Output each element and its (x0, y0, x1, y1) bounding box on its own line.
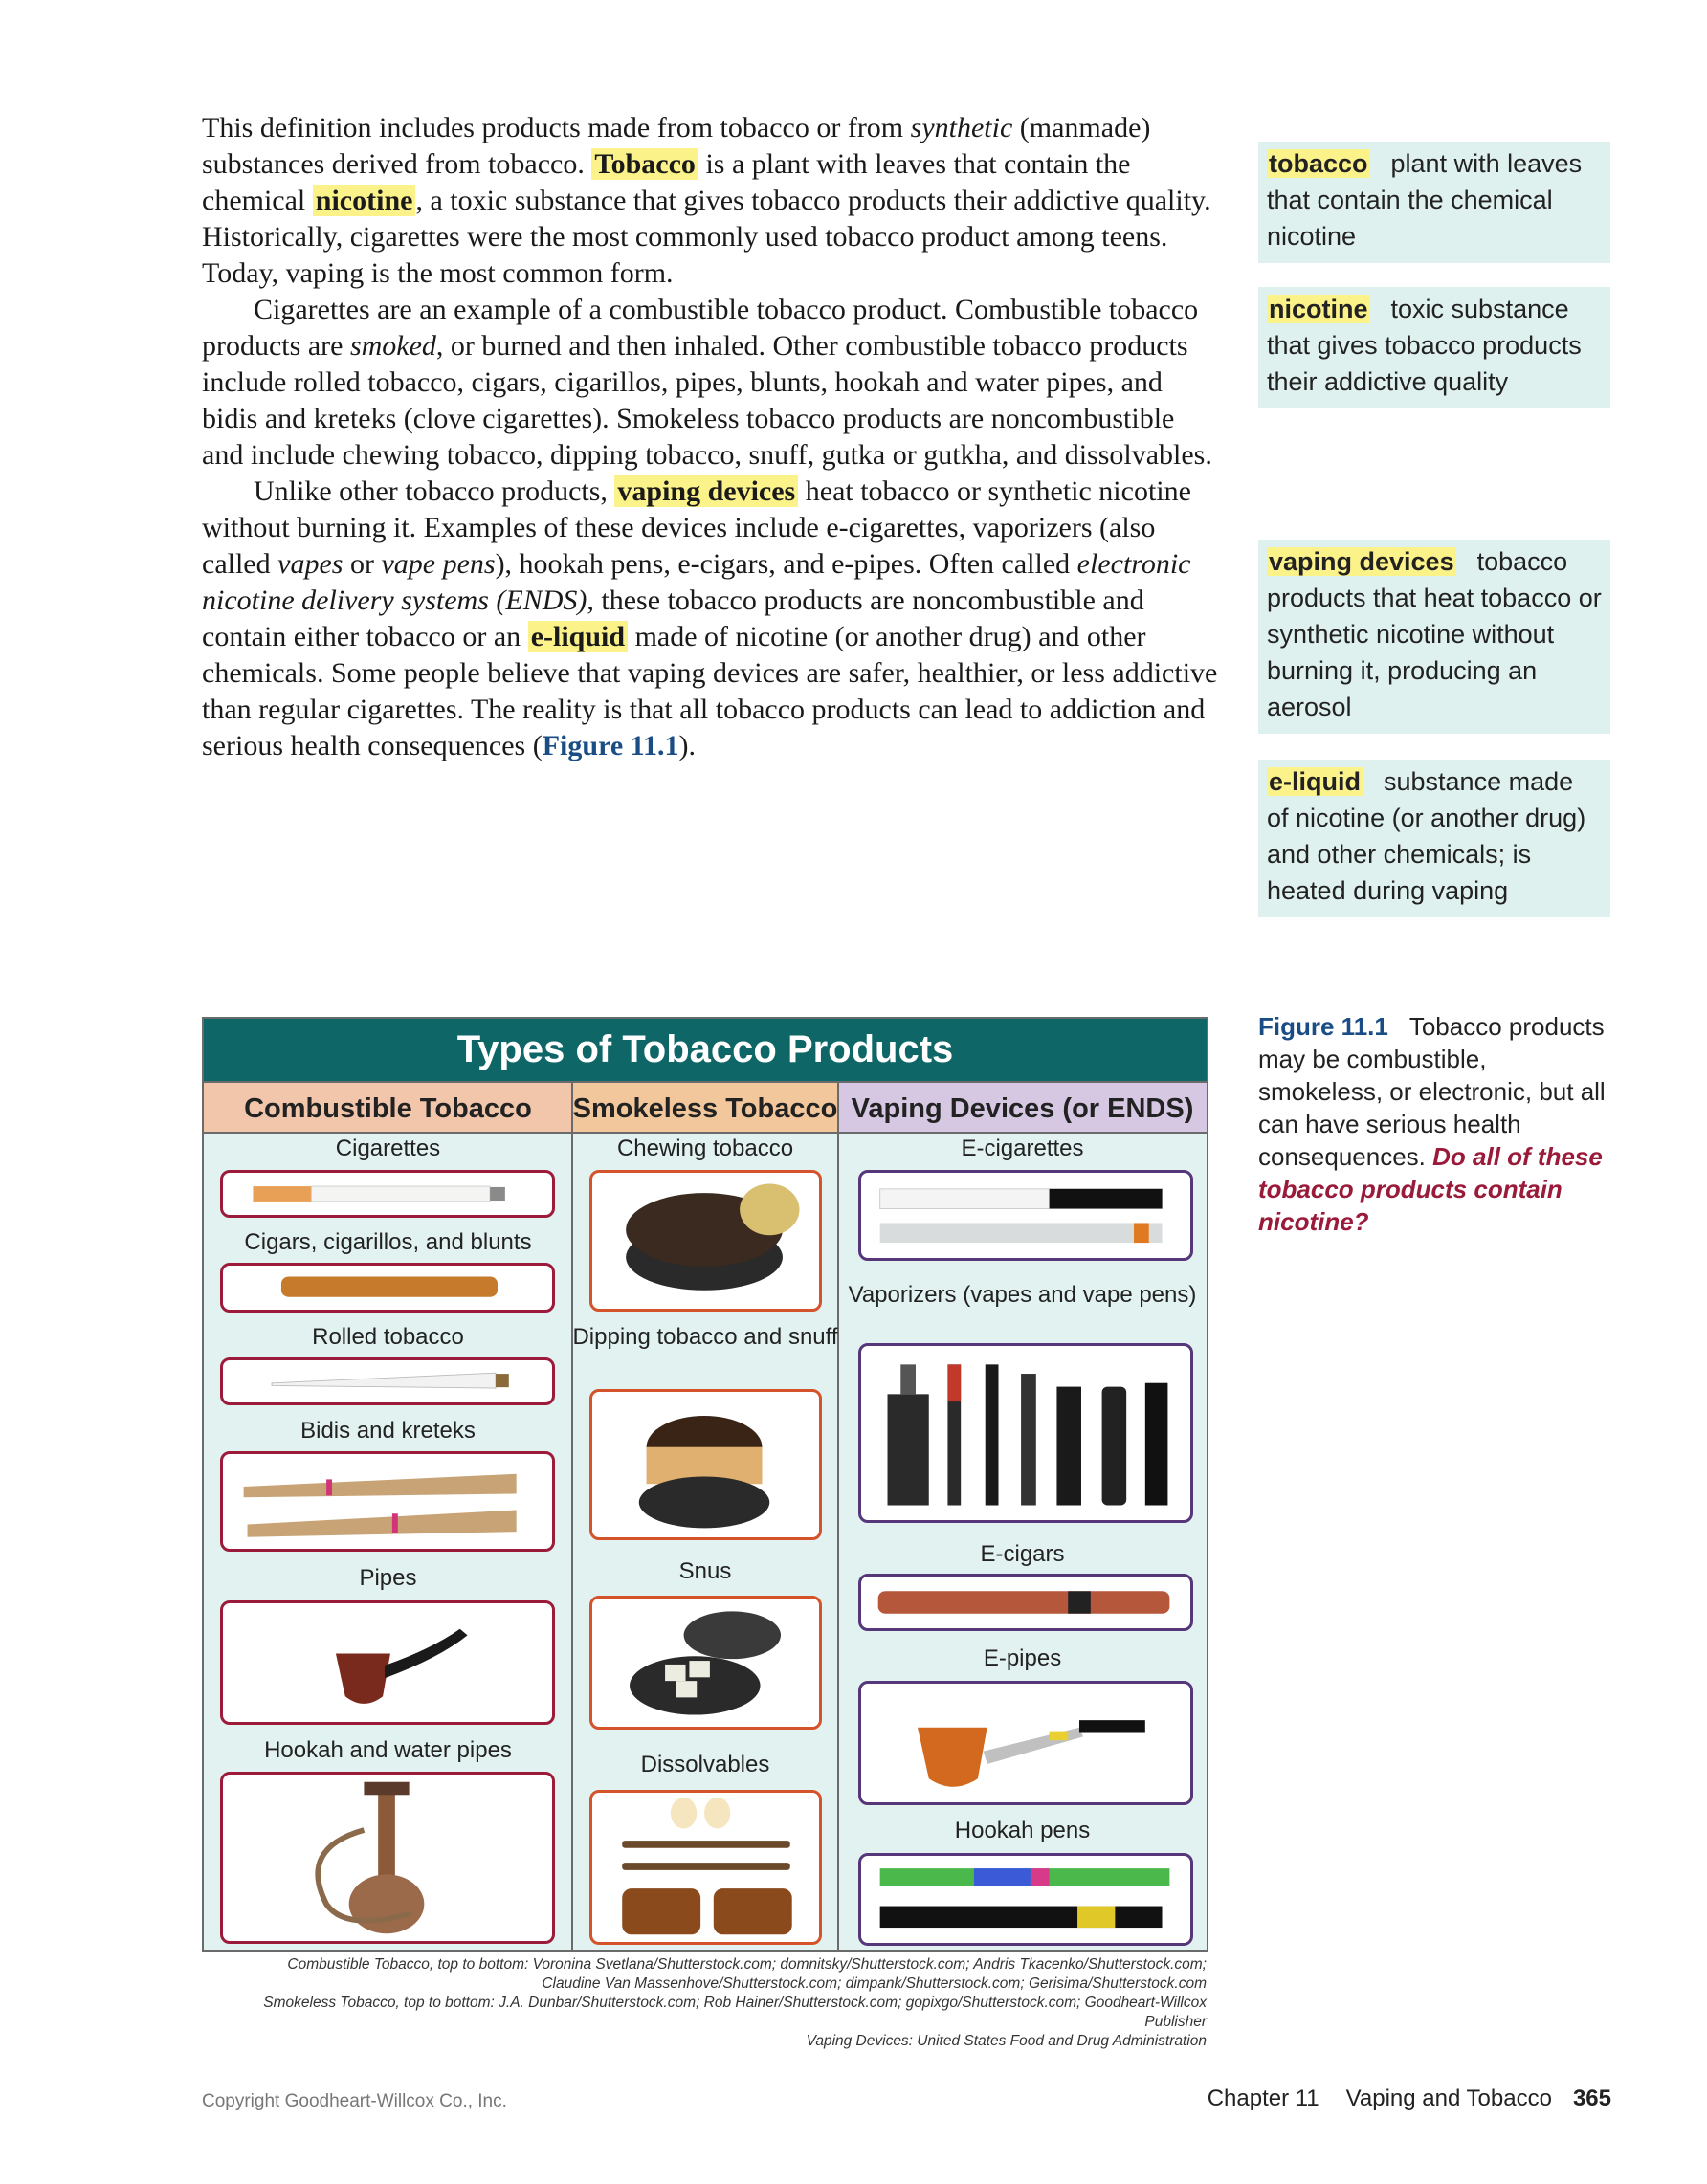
column-header-vaping: Vaping Devices (or ENDS) (838, 1081, 1207, 1134)
caption-question: Do all of these tobacco products contain nicotine? (1258, 1142, 1603, 1236)
footer-copyright: Copyright Goodheart-Willcox Co., Inc. (202, 2091, 507, 2111)
image-hookah (220, 1772, 555, 1944)
label-chewing-tobacco: Chewing tobacco (616, 1136, 794, 1161)
glossary-nicotine: nicotine toxic substance that gives tobacco products their addictive quality (1258, 287, 1610, 408)
label-e-cigars: E-cigars (980, 1541, 1065, 1567)
figure-types-of-tobacco (202, 1017, 1208, 1952)
image-cigarettes (220, 1170, 555, 1218)
paragraph-3: Unlike other tobacco products, vaping devices heat tobacco or synthetic nicotine without burning it. Examples of these devices include e-cigarettes, vaporizers (also called vapes or vape pens), hookah pens, e-cigars, and e-pipes. Often called electronic nicotine delivery systems (ENDS), these tobacco products are noncombustible and contain either tobacco or an e-liquid made of nicotine (or another drug) and other chemicals. Some people believe that vaping devices are safer, healthier, or less addictive than regular cigarettes. The reality is that all tobacco products can lead to addiction and serious health consequences (Figure 11.1). (202, 475, 1218, 761)
key-term-tobacco: Tobacco (591, 148, 698, 180)
label-dipping-tobacco: Dipping tobacco and snuff (572, 1324, 838, 1350)
label-snus: Snus (678, 1558, 732, 1584)
body-text (202, 110, 1221, 764)
image-chewing-tobacco (589, 1170, 822, 1312)
column-header-combustible: Combustible Tobacco (204, 1081, 572, 1134)
label-dissolvables: Dissolvables (640, 1752, 770, 1777)
image-snus (589, 1596, 822, 1730)
page-number: 365 (1572, 2085, 1611, 2111)
image-bidis-kreteks (220, 1451, 555, 1552)
image-e-cigarettes (858, 1170, 1193, 1261)
label-e-pipes: E-pipes (983, 1645, 1062, 1671)
image-e-cigars (858, 1574, 1193, 1631)
glossary-tobacco: tobacco plant with leaves that contain the chemical nicotine (1258, 142, 1610, 263)
label-hookah: Hookah and water pipes (264, 1737, 512, 1763)
label-e-cigarettes: E-cigarettes (961, 1136, 1084, 1161)
figure-title: Types of Tobacco Products (204, 1019, 1207, 1081)
image-pipes (220, 1600, 555, 1725)
paragraph-1: This definition includes products made from tobacco or from synthetic (manmade) substances derived from tobacco. Tobacco is a plant with leaves that contain the chemical nicotine , a toxic substance that gives tobacco products their addictive quality. Historically, cigarettes were the most commonly used tobacco product among teens. Today, vaping is the most common form. (202, 112, 1211, 289)
label-rolled-tobacco: Rolled tobacco (312, 1324, 464, 1350)
image-dissolvables (589, 1790, 822, 1945)
image-e-pipes (858, 1681, 1193, 1805)
column-divider (571, 1081, 573, 1950)
photo-credits: Combustible Tobacco, top to bottom: Voronina Svetlana/Shutterstock.com; domnitsky/Shutterstock.com; Andris Tkacenko/Shutterstock.com; Claudine Van Massenhove/Shutterstock.com; dimpank/Shutterstock.com; Gerisima/Shutterstock.com Smokeless Tobacco, top to bottom: J.A. Dunbar/Shutterstock.com; Rob Hainer/Shutterstock.com; gopixgo/Shutterstock.com; Goodheart-Willcox Publisher Vaping Devices: United States Food and Drug Administration (263, 1956, 1207, 2049)
figure-caption: Figure 11.1 Tobacco products may be combustible, smokeless, or electronic, but all can have serious health consequences. Do all of these tobacco products contain nicotine? (1258, 1012, 1606, 1236)
glossary-vaping-devices: vaping devices tobacco products that heat tobacco or synthetic nicotine without burning it, producing an aerosol (1258, 540, 1610, 734)
figure-reference-link[interactable]: Figure 11.1 (542, 730, 679, 761)
label-cigars: Cigars, cigarillos, and blunts (244, 1229, 532, 1255)
label-vaporizers: Vaporizers (vapes and vape pens) (848, 1282, 1197, 1308)
label-hookah-pens: Hookah pens (954, 1818, 1091, 1843)
footer-chapter: Chapter 11 Vaping and Tobacco 365 (1207, 2085, 1611, 2111)
key-term-nicotine: nicotine (313, 185, 416, 216)
glossary-e-liquid: e-liquid substance made of nicotine (or another drug) and other chemicals; is heated during vaping (1258, 760, 1610, 917)
image-rolled-tobacco (220, 1357, 555, 1405)
key-term-e-liquid: e-liquid (528, 621, 628, 652)
label-cigarettes: Cigarettes (335, 1136, 441, 1161)
key-term-vaping-devices: vaping devices (614, 475, 798, 507)
paragraph-2: Cigarettes are an example of a combustible tobacco product. Combustible tobacco products are smoked, or burned and then inhaled. Other combustible tobacco products include rolled tobacco, cigars, cigarillos, pipes, blunts, hookah and water pipes, and bidis and kreteks (clove cigarettes). Smokeless tobacco products are noncombustible and include chewing tobacco, dipping tobacco, snuff, gutka or gutkha, and dissolvables. (202, 294, 1212, 471)
image-dipping-tobacco (589, 1389, 822, 1540)
label-pipes: Pipes (359, 1565, 417, 1591)
image-vaporizers (858, 1343, 1193, 1523)
image-hookah-pens (858, 1853, 1193, 1946)
label-bidis-kreteks: Bidis and kreteks (300, 1418, 476, 1444)
image-cigars (220, 1263, 555, 1313)
column-header-smokeless: Smokeless Tobacco (572, 1081, 838, 1134)
